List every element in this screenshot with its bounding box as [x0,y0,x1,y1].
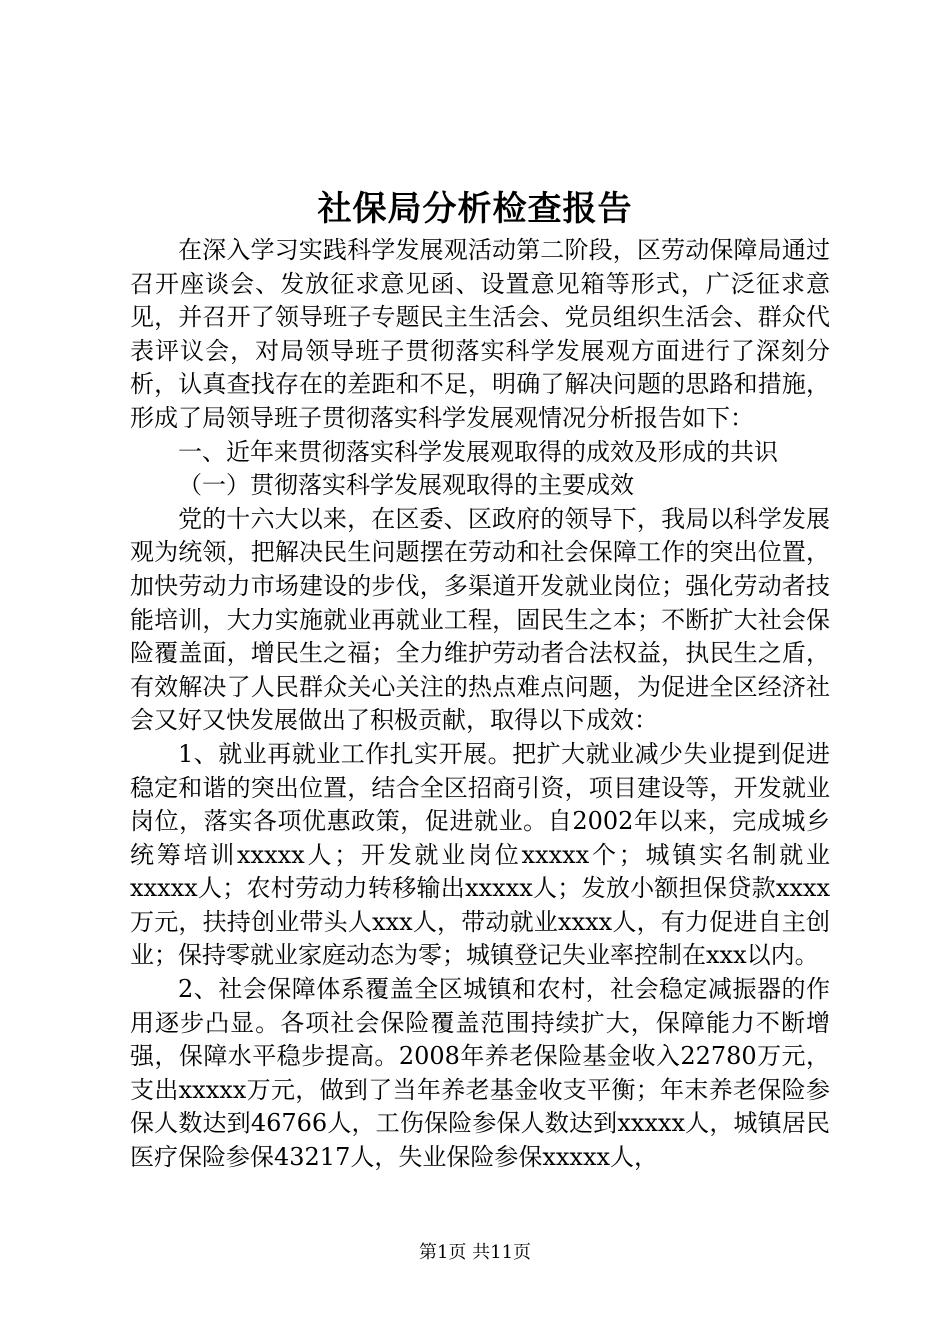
page-number-footer: 第1页 共11页 [418,1242,532,1263]
achievements-paragraph: 党的十六大以来，在区委、区政府的领导下，我局以科学发展观为统领，把解决民生问题摆在劳动和社会保障工作的突出位置，加快劳动力市场建设的步伐，多渠道开发就业岗位；强化劳动者技能培训，大力实施就业再就业工程，固民生之本；不断扩大社会保险覆盖面，增民生之福；全力维护劳动者合法权益，执民生之盾，有效解决了人民群众关心关注的热点难点问题，为促进全区经济社会又好又快发展做出了积极贡献，取得以下成效： [130,504,830,735]
employment-paragraph: 1、就业再就业工作扎实开展。把扩大就业减少失业提到促进稳定和谐的突出位置，结合全区招商引资，项目建设等，开发就业岗位，落实各项优惠政策，促进就业。自2002年以来，完成城乡统筹培训xxxxx人；开发就业岗位xxxxx个；城镇实名制就业xxxxx人；农村劳动力转移输出xxxxx人；发放小额担保贷款xxxx万元，扶持创业带头人xxx人，带动就业xxxx人，有力促进自主创业；保持零就业家庭动态为零；城镇登记失业率控制在xxx以内。 [130,739,830,970]
document-body [130,234,830,1175]
intro-paragraph: 在深入学习实践科学发展观活动第二阶段，区劳动保障局通过召开座谈会、发放征求意见函、设置意见箱等形式，广泛征求意见，并召开了领导班子专题民主生活会、党员组织生活会、群众代表评议会，对局领导班子贯彻落实科学发展观方面进行了深刻分析，认真查找存在的差距和不足，明确了解决问题的思路和措施，形成了局领导班子贯彻落实科学发展观情况分析报告如下： [130,236,830,432]
subsection-heading-1: （一）贯彻落实科学发展观取得的主要成效 [178,471,634,500]
section-heading-1: 一、近年来贯彻落实科学发展观取得的成效及形成的共识 [178,437,778,466]
social-security-paragraph: 2、社会保障体系覆盖全区城镇和农村，社会稳定减振器的作用逐步凸显。各项社会保险覆盖范围持续扩大，保障能力不断增强，保障水平稳步提高。2008年养老保险基金收入22780万元，支出xxxxx万元，做到了当年养老基金收支平衡；年末养老保险参保人数达到46766人，工伤保险参保人数达到xxxxx人，城镇居民医疗保险参保43217人，失业保险参保xxxxx人， [130,975,830,1172]
document-title: 社保局分析检查报告 [317,189,633,229]
